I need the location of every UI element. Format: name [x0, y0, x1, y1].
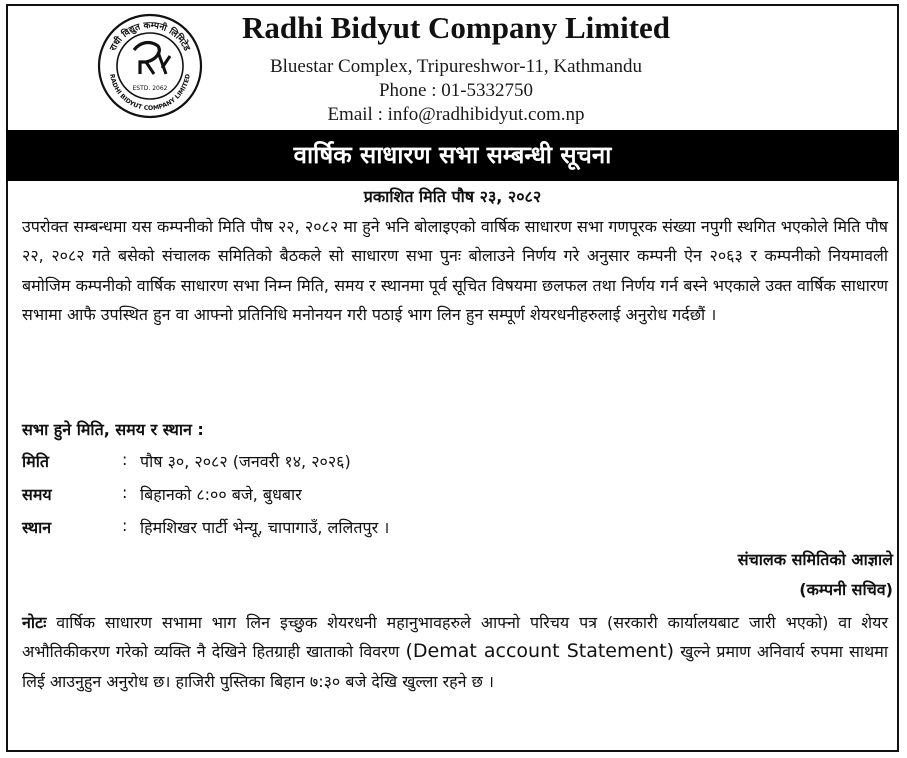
signature-designation: (कम्पनी सचिव) — [799, 580, 893, 599]
note-text-part2: खुल्ने प्रमाण अनिवार्य रुपमा साथमा लिई आउनुहुन अनुरोध छ। हाजिरी पुस्तिका बिहान ७:३० बजे देखि खुल्ला रहने छ । — [22, 642, 888, 691]
detail-row-venue — [22, 516, 882, 546]
detail-colon: : — [122, 516, 128, 535]
meeting-details-heading: सभा हुने मिति, समय र स्थान : — [22, 420, 204, 439]
note-text-part1: वार्षिक साधारण सभामा भाग लिन इच्छुक शेयरधनी महानुभावहरुले आफ्नो परिचय पत्र (सरकारी कार्यालयबाट जारी भएको) वा शेयर अभौतिकीकरण गरेको व्यक्ति नै देखिने हितग्राही खाताको विवरण — [22, 613, 888, 662]
logo-ring-text-bottom: RADHI BIDYUT COMPANY LIMITED — [108, 73, 192, 113]
detail-value: बिहानको ८:०० बजे, बुधबार — [140, 485, 302, 504]
note-demat-statement: (Demat account Statement) — [405, 640, 675, 663]
detail-value: हिमशिखर पार्टी भेन्यू, चापागाउँ, ललितपुर । — [140, 518, 390, 537]
detail-row-time — [22, 483, 882, 513]
detail-colon: : — [122, 483, 128, 502]
note-paragraph — [22, 608, 888, 696]
logo-lightning-icon — [146, 52, 170, 74]
logo-ring-text: राधी विद्युत कम्पनी लिमिटेड — [108, 20, 192, 53]
note-label: नोटः — [22, 613, 47, 632]
logo-mark-icon — [134, 43, 159, 74]
company-email: Email : info@radhibidyut.com.np — [327, 104, 585, 125]
signature-authority: संचालक समितिको आज्ञाले — [737, 550, 893, 569]
notice-title: वार्षिक साधारण सभा सम्बन्धी सूचना — [6, 130, 899, 181]
notice-body: उपरोक्त सम्बन्धमा यस कम्पनीको मिति पौष २२, २०८२ मा हुने भनि बोलाइएको वार्षिक साधारण सभा गणपूरक संख्या नपुगी स्थगित भएकोले मिति पौष २२, २०८२ गते बसेको संचालक समितिको बैठकले सो साधारण सभा पुनः बोलाउने निर्णय गरे अनुसार कम्पनी ऐन २०६३ र कम्पनीको नियमावली बमोजिम कम्पनीको वार्षिक साधारण सभा निम्न मिति, समय र स्थानमा पूर्व सूचित विषयमा छलफल तथा निर्णय गर्न बस्ने भएकाले उक्त वार्षिक साधारण सभामा आफै उपस्थित हुन वा आफ्नो प्रतिनिधि मनोनयन गरी पठाई भाग लिन हुन सम्पूर्ण शेयरधनीहरुलाई अनुरोध गर्दछौं । — [22, 217, 888, 324]
detail-value: पौष ३०, २०८२ (जनवरी १४, २०२६) — [140, 452, 351, 471]
logo-estd: ESTD. 2062 — [132, 85, 168, 92]
company-name: Radhi Bidyut Company Limited — [241, 10, 671, 45]
company-address: Bluestar Complex, Tripureshwor-11, Kathmandu — [269, 56, 643, 77]
detail-label: स्थान — [22, 518, 52, 537]
detail-row-date — [22, 450, 882, 480]
detail-colon: : — [122, 450, 128, 469]
company-phone: Phone : 01-5332750 — [378, 80, 534, 101]
detail-label: समय — [22, 485, 52, 504]
company-logo — [96, 12, 204, 120]
published-date: प्रकाशित मिति पौष २३, २०८२ — [363, 187, 542, 206]
detail-label: मिति — [22, 452, 49, 471]
